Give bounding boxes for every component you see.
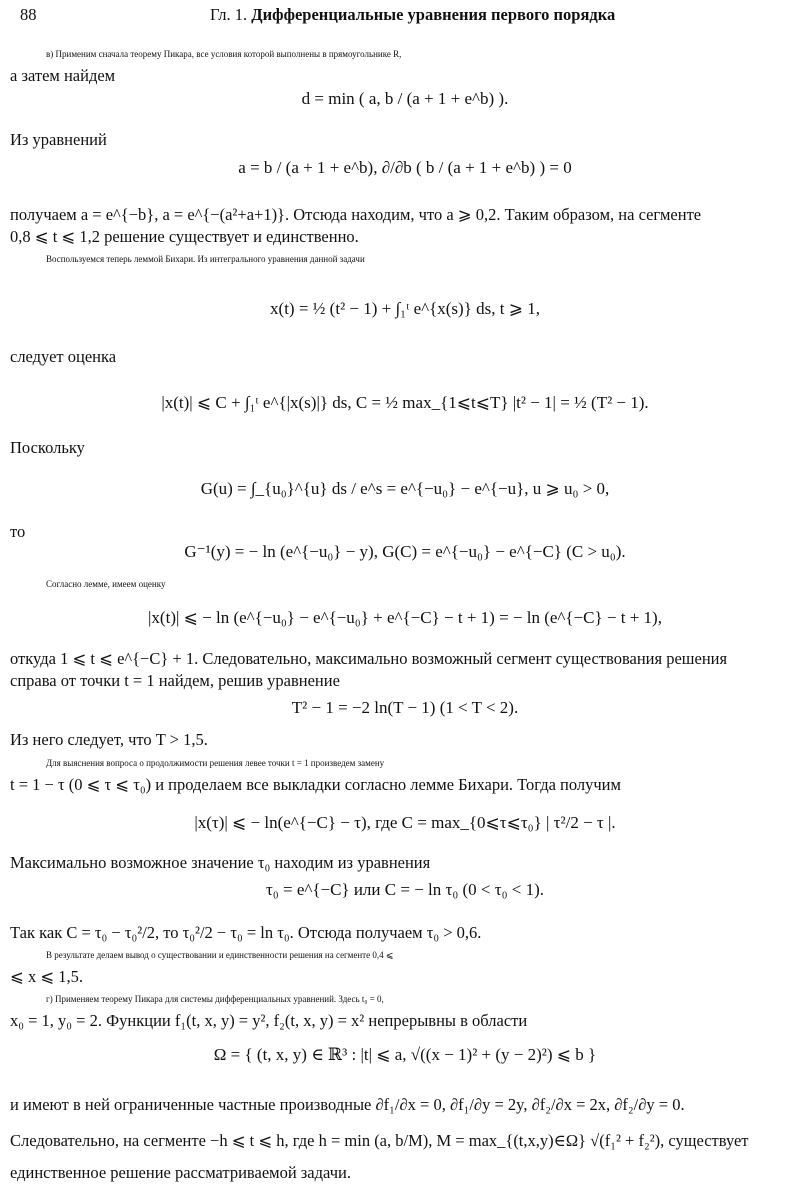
chapter-title: Дифференциальные уравнения первого порядка bbox=[251, 5, 616, 24]
text-line: Так как C = τ₀ − τ₀²/2, то τ₀²/2 − τ₀ = ln τ₀. Отсюда получаем τ₀ > 0,6. bbox=[10, 923, 482, 942]
text-line: Поскольку bbox=[10, 438, 85, 457]
text-line: Для выяснения вопроса о продолжимости решения левее точки t = 1 произведем замену bbox=[46, 758, 385, 768]
equation: Ω = { (t, x, y) ∈ ℝ³ : |t| ⩽ a, √((x − 1)² + (y − 2)²) ⩽ b } bbox=[213, 1045, 597, 1064]
text-line: Воспользуемся теперь леммой Бихари. Из интегрального уравнения данной задачи bbox=[46, 254, 365, 264]
text-line: получаем a = e^{−b}, a = e^{−(a²+a+1)}. Отсюда находим, что a ⩾ 0,2. Таким образом, на сегменте bbox=[10, 205, 702, 224]
equation: G(u) = ∫_{u₀}^{u} ds / e^s = e^{−u₀} − e^{−u}, u ⩾ u₀ > 0, bbox=[200, 479, 610, 498]
chapter-prefix: Гл. 1. bbox=[210, 5, 248, 24]
text-line: следует оценка bbox=[10, 347, 117, 366]
page-number: 88 bbox=[20, 5, 37, 24]
text-line: а затем найдем bbox=[10, 66, 116, 85]
equation: |x(τ)| ⩽ − ln(e^{−C} − τ), где C = max_{0⩽τ⩽τ₀} | τ²/2 − τ |. bbox=[194, 813, 616, 832]
text-line: 0,8 ⩽ t ⩽ 1,2 решение существует и единственно. bbox=[10, 227, 359, 246]
text-line: Из уравнений bbox=[10, 130, 107, 149]
chapter-heading bbox=[210, 4, 615, 26]
text-line: ⩽ x ⩽ 1,5. bbox=[10, 967, 84, 986]
text-line: справа от точки t = 1 найдем, решив уравнение bbox=[10, 671, 340, 690]
text-line: Максимально возможное значение τ₀ находим из уравнения bbox=[10, 853, 431, 872]
text-line: Согласно лемме, имеем оценку bbox=[46, 579, 166, 589]
text-line: Из него следует, что T > 1,5. bbox=[10, 730, 208, 749]
text-line: x₀ = 1, y₀ = 2. Функции f₁(t, x, y) = y², f₂(t, x, y) = x² непрерывны в области bbox=[10, 1011, 528, 1030]
equation: d = min ( a, b / (a + 1 + e^b) ). bbox=[301, 89, 509, 108]
text-line: t = 1 − τ (0 ⩽ τ ⩽ τ₀) и проделаем все выкладки согласно лемме Бихари. Тогда получим bbox=[10, 775, 621, 794]
equation: T² − 1 = −2 ln(T − 1) (1 < T < 2). bbox=[291, 698, 519, 717]
text-line: то bbox=[10, 522, 26, 541]
text-line: и имеют в ней ограниченные частные производные ∂f₁/∂x = 0, ∂f₁/∂y = 2y, ∂f₂/∂x = 2x, ∂f₂/∂y = 0. bbox=[10, 1095, 685, 1114]
equation: G⁻¹(y) = − ln (e^{−u₀} − y), G(C) = e^{−u₀} − e^{−C} (C > u₀). bbox=[184, 542, 626, 561]
text-line: В результате делаем вывод о существовании и единственности решения на сегменте 0,4 ⩽ bbox=[46, 950, 394, 960]
equation: x(t) = ½ (t² − 1) + ∫₁ᵗ e^{x(s)} ds, t ⩾ 1, bbox=[270, 299, 540, 318]
text-line: г) Применяем теорему Пикара для системы дифференциальных уравнений. Здесь t₀ = 0, bbox=[46, 994, 384, 1004]
equation: |x(t)| ⩽ − ln (e^{−u₀} − e^{−u₀} + e^{−C} − t + 1) = − ln (e^{−C} − t + 1), bbox=[148, 608, 662, 627]
text-line: единственное решение рассматриваемой задачи. bbox=[10, 1163, 351, 1182]
equation: τ₀ = e^{−C} или C = − ln τ₀ (0 < τ₀ < 1). bbox=[265, 880, 545, 899]
text-line: откуда 1 ⩽ t ⩽ e^{−C} + 1. Следовательно, максимально возможный сегмент существования решения bbox=[10, 649, 728, 668]
text-line: Следовательно, на сегменте −h ⩽ t ⩽ h, где h = min (a, b/M), M = max_{(t,x,y)∈Ω} √(f₁² + f₂²), существует bbox=[10, 1131, 749, 1150]
text-line: в) Применим сначала теорему Пикара, все условия которой выполнены в прямоугольнике R, bbox=[46, 49, 402, 59]
equation: a = b / (a + 1 + e^b), ∂/∂b ( b / (a + 1 + e^b) ) = 0 bbox=[238, 158, 572, 177]
equation: |x(t)| ⩽ C + ∫₁ᵗ e^{|x(s)|} ds, C = ½ max_{1⩽t⩽T} |t² − 1| = ½ (T² − 1). bbox=[161, 393, 649, 412]
